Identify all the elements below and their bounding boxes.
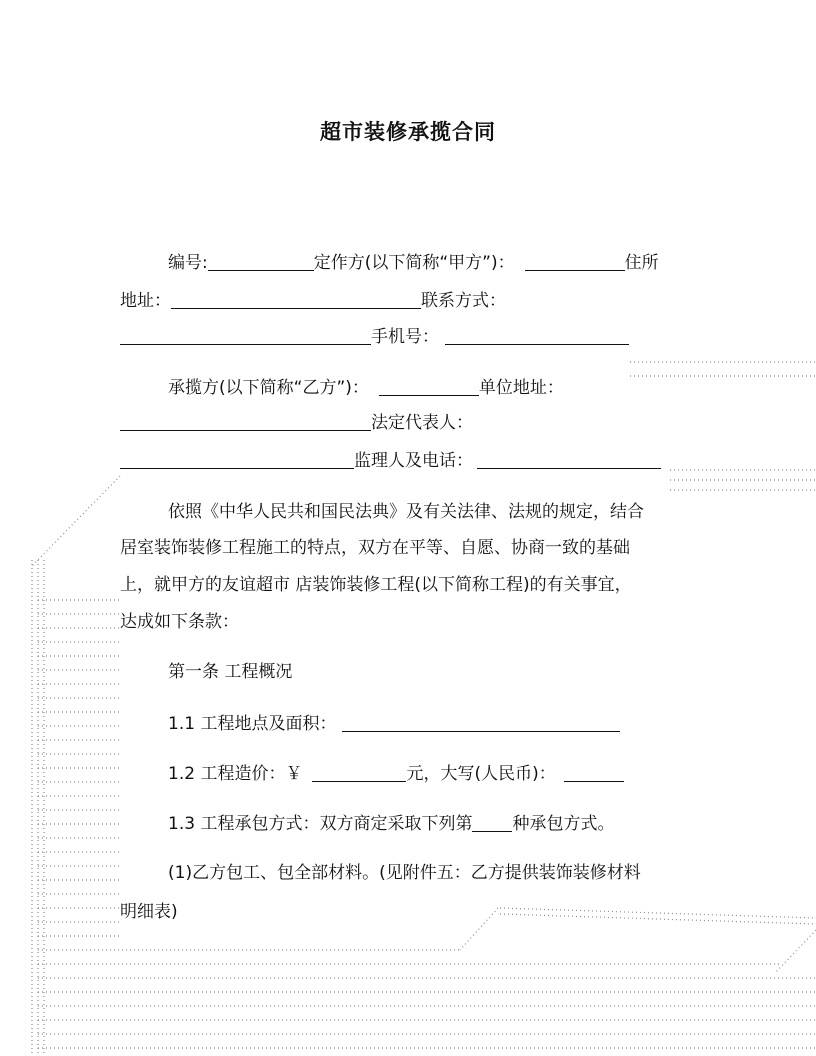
number-label: 编号: <box>168 253 208 273</box>
address-blank[interactable] <box>171 290 421 309</box>
contact-label: 联系方式： <box>421 291 506 311</box>
contact-blank[interactable] <box>120 326 371 345</box>
method-number-blank[interactable] <box>472 813 512 832</box>
item-1-1-label: 1.1 工程地点及面积： <box>168 714 337 734</box>
item-1-2 <box>168 762 624 786</box>
location-area-blank[interactable] <box>342 713 620 732</box>
party-b-line-1 <box>168 376 564 400</box>
preamble-line-4: 达成如下条款： <box>120 612 239 632</box>
preamble-line-1: 依照《中华人民共和国民法典》及有关法律、法规的规定，结合 <box>168 502 644 522</box>
client-label: 定作方(以下简称“甲方”)： <box>313 253 515 273</box>
party-a-line-3 <box>120 325 629 349</box>
preamble-line-2: 居室装饰装修工程施工的特点，双方在平等、自愿、协商一致的基础 <box>120 538 630 558</box>
item-1-2-label: 1.2 工程造价：￥ <box>168 764 303 784</box>
item-1-3 <box>168 812 614 836</box>
party-b-line-3 <box>120 449 661 473</box>
contractor-label: 承揽方(以下简称“乙方”)： <box>168 378 369 398</box>
residence-label: 住所 <box>624 253 659 273</box>
mobile-label: 手机号： <box>371 327 439 347</box>
article-1-heading: 第一条 工程概况 <box>168 662 293 682</box>
supervisor-label: 监理人及电话： <box>354 451 473 471</box>
item-1-option-1-line-2: 明细表) <box>120 902 178 922</box>
unit-address-label: 单位地址： <box>478 378 564 398</box>
item-1-2-yuan: 元，大写(人民币)： <box>406 764 556 784</box>
item-1-option-1-line-1: (1)乙方包工、包全部材料。(见附件五：乙方提供装饰装修材料 <box>168 863 641 883</box>
party-a-line-1 <box>168 251 659 275</box>
supervisor-blank[interactable] <box>477 450 661 469</box>
client-blank[interactable] <box>525 252 625 271</box>
unit-address-blank[interactable] <box>120 412 371 431</box>
price-uppercase-blank[interactable] <box>564 763 624 782</box>
mobile-blank[interactable] <box>445 326 629 345</box>
address-label: 地址： <box>120 291 171 311</box>
party-a-line-2 <box>120 289 506 313</box>
item-1-1 <box>168 712 620 736</box>
preamble-line-3: 上，就甲方的友谊超市 店装饰装修工程(以下简称工程)的有关事宜， <box>120 575 632 595</box>
item-1-3-tail: 种承包方式。 <box>512 814 615 834</box>
number-blank[interactable] <box>208 252 314 271</box>
contractor-blank[interactable] <box>379 377 479 396</box>
price-blank[interactable] <box>312 763 406 782</box>
party-b-line-2 <box>120 411 473 435</box>
legal-rep-label: 法定代表人： <box>371 413 473 433</box>
document-title: 超市装修承揽合同 <box>320 120 496 144</box>
legal-rep-blank[interactable] <box>120 450 354 469</box>
item-1-3-label: 1.3 工程承包方式：双方商定采取下列第 <box>168 814 473 834</box>
